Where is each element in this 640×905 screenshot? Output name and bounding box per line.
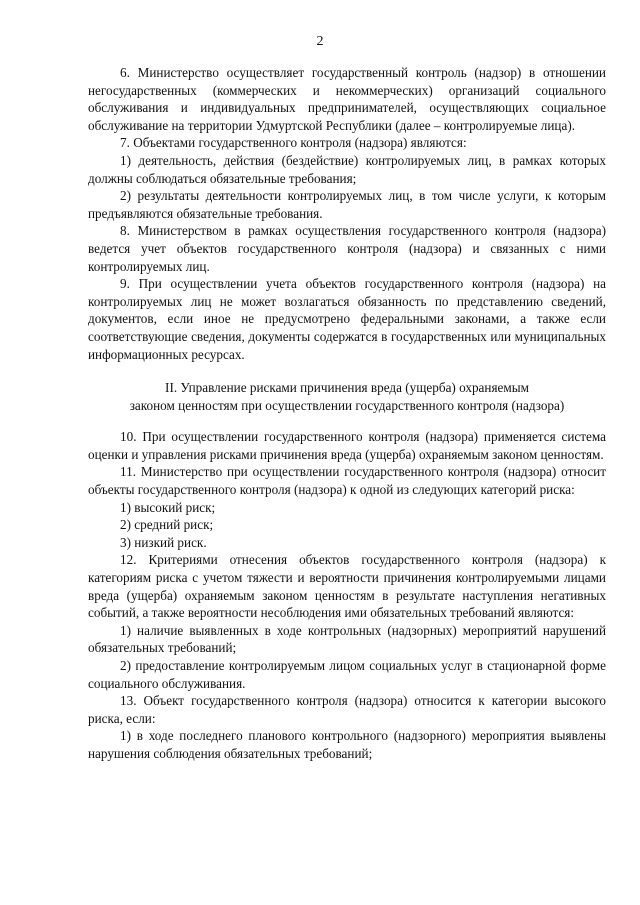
document-body [88,64,606,763]
paragraph-7: 7. Объектами государственного контроля (надзора) являются: [120,135,467,151]
paragraph-11: 11. Министерство при осуществлении государственного контроля (надзора) относит объекты государственного контроля (надзора) к одной из следующих категорий риска: [88,464,606,498]
paragraph-12: 12. Критериями отнесения объектов государственного контроля (надзора) к категориям риска с учетом тяжести и вероятности причинения контролируемыми лицами вреда (ущерба) охраняемым законом ценностям в результате наступления негативных событий, а также вероятности несоблюдения ими обязательных требований являются: [88,552,606,621]
paragraph-11-item-3: 3) низкий риск. [120,534,207,550]
paragraph-10: 10. При осуществлении государственного контроля (надзора) применяется система оценки и управления рисками причинения вреда (ущерба) охраняемым законом ценностям. [88,429,606,462]
paragraph-6: 6. Министерство осуществляет государственный контроль (надзор) в отношении негосударственных (коммерческих и некоммерческих) организаций социального обслуживания и индивидуальных предпринимателей, осуществляющих социальное обслуживание на территории Удмуртской Республики (далее – контролируемые лица). [88,65,606,133]
paragraph-8: 8. Министерством в рамках осуществления государственного контроля (надзора) ведется учет объектов государственного контроля (надзора) и связанных с ними контролируемых лиц. [88,223,606,274]
page-number: 2 [316,34,324,49]
paragraph-7-item-2: 2) результаты деятельности контролируемых лиц, в том числе услуги, к которым предъявляются обязательные требования. [88,188,606,221]
section-heading-line-2: законом ценностям при осуществлении государственного контроля (надзора) [129,397,565,413]
paragraph-13: 13. Объект государственного контроля (надзора) относится к категории высокого риска, если: [88,693,606,726]
section-heading-line-1: II. Управление рисками причинения вреда (ущерба) охраняемым [165,380,529,396]
paragraph-11-item-1: 1) высокий риск; [120,499,216,515]
paragraph-12-item-1: 1) наличие выявленных в ходе контрольных (надзорных) мероприятий нарушений обязательных требований; [88,622,606,656]
paragraph-11-item-2: 2) средний риск; [120,517,214,533]
paragraph-12-item-2: 2) предоставление контролируемым лицом социальных услуг в стационарной форме социального обслуживания. [88,658,606,691]
paragraph-7-item-1: 1) деятельность, действия (бездействие) контролируемых лиц, в рамках которых должны соблюдаться обязательные требования; [88,152,606,186]
paragraph-13-item-1: 1) в ходе последнего планового контрольного (надзорного) мероприятия выявлены нарушения соблюдения обязательных требований; [88,728,606,761]
section-heading [88,379,606,414]
paragraph-9: 9. При осуществлении учета объектов государственного контроля (надзора) на контролируемых лиц не может возлагаться обязанность по представлению сведений, документов, если иное не предусмотрено федеральными законами, а также если соответствующие сведения, документы содержатся в государственных или муниципальных информационных ресурсах. [88,276,606,362]
